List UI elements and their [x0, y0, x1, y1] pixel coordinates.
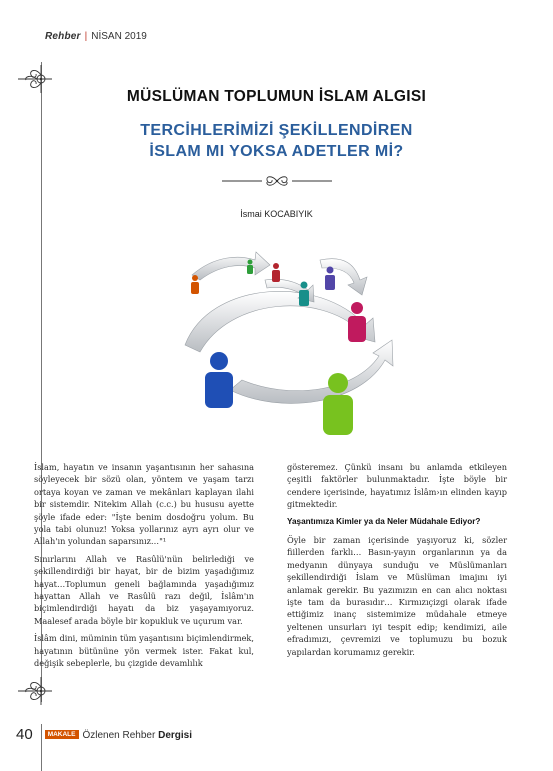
author-name: İsmai KOCABIYIK	[240, 209, 313, 219]
body-column-right	[287, 461, 507, 663]
people-network-illustration	[170, 240, 420, 445]
paragraph: gösteremez. Çünkü insanı bu anlamda etkileyen çeşitli faktörler bulunmaktadır. İşte böyle bir cendere içerisinde, hayatımız İslâm›ın elinden kayıp gitmektedir.	[287, 462, 507, 510]
corner-ornament-icon	[18, 674, 52, 708]
publication-title: Özlenen Rehber	[82, 730, 156, 741]
page-footer	[16, 726, 192, 744]
section-heading: Yaşantımıza Kimler ya da Neler Müdahale Ediyor?	[287, 516, 481, 526]
paragraph: İslâm dini, müminin tüm yaşantısını biçimlendirmek, hayatının bütününe yön vermek ister. Fakat kul, değişik sebeplerle, bu çizgide devamlılık	[34, 633, 254, 669]
divider-ornament-icon	[222, 174, 332, 188]
page-header	[45, 31, 147, 42]
publication-suffix: Dergisi	[158, 730, 193, 741]
subtitle-line: İSLAM MI YOKSA ADETLER Mİ?	[149, 143, 404, 160]
paragraph: İslam, hayatın ve insanın yaşantısının her sahasına söyleyecek bir sözü olan, yöntem ve yaşam tarzı ortaya koyan ve zaman ve mekânları kaplayan ilahi bir sistemdir. Nitekim Allah (c.c.) bu hususu ayette şöyle ifade eder: "İşte benim dosdoğru yolum. Bu yola tabi olunuz! Yoksa yollarınız ayrı ayrı olur ve Allah'ın yolundan saparsınız…"¹	[34, 462, 254, 547]
article-subtitle	[0, 120, 553, 162]
issue-date: NİSAN 2019	[91, 31, 147, 42]
magazine-brand: Rehber	[45, 31, 81, 42]
subtitle-line: TERCİHLERİMİZİ ŞEKİLLENDİREN	[140, 122, 413, 139]
paragraph: Öyle bir zaman içerisinde yaşıyoruz ki, sözler fiillerden farklı… Basın-yayın organlarının ya da medyanın dünyaya sunduğu ve Müslümanları şekillendirdiği İslam ve Müslüman imajını iyi anlamak gerekir. Bu yazımızın en can alıcı noktası işte tam da burasıdır… Kırmızıçizgi olarak ifade ettiğimiz inanç sistemimize müdahale etmeye yeltenen unsurları iyi tespit edip; kendimizi, aile efradımızı, çevremizi ve toplumuzu bu bozuk yapılardan korumamız gerekir.	[287, 535, 507, 657]
paragraph: Sınırlarını Allah ve Rasûlü'nün belirlediği ve şekillendirdiği bir hayat, bir de bizim yaşadığımız hayat…Toplumun geneli bağlamında yaşadığımız hayattan Allah ve Rasûlü razı değil, İslâm'ın biçimlendirdiği hayatı da biz yaşayamıyoruz. Maalesef arada böyle bir kopukluk ve uçurum var.	[34, 553, 254, 626]
body-column-left	[34, 461, 254, 675]
publication-name	[83, 730, 193, 741]
section-tag: MAKALE	[45, 730, 79, 739]
article-title: MÜSLÜMAN TOPLUMUN İSLAM ALGISI	[126, 88, 427, 105]
page-number: 40	[16, 726, 33, 743]
header-separator: |	[84, 31, 88, 42]
